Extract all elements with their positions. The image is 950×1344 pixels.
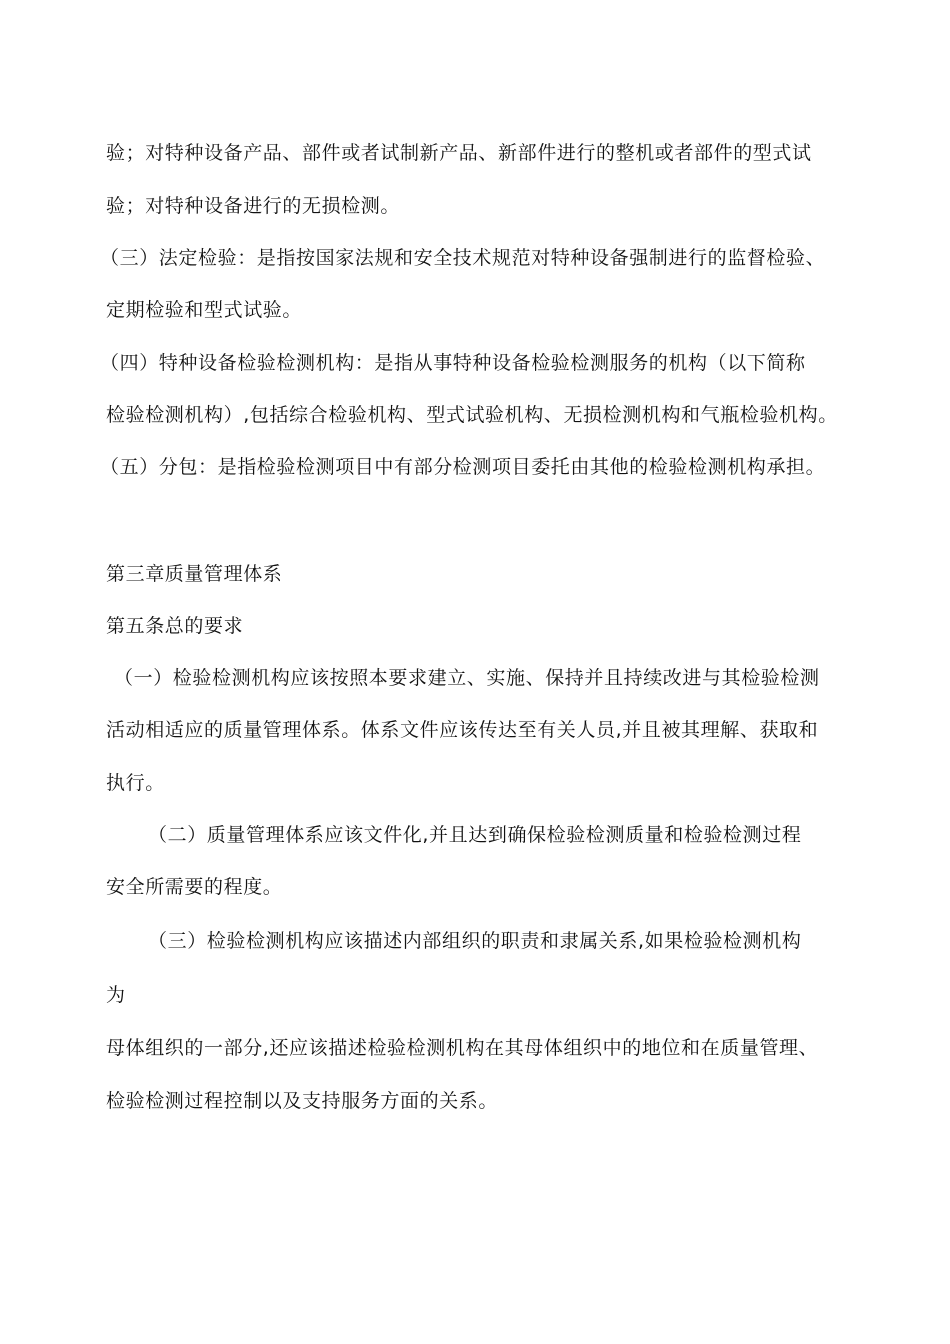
text-line: （五）分包：是指检验检测项目中有部分检测项目委托由其他的检验检测机构承担。: [100, 456, 826, 478]
text-line: （二）质量管理体系应该文件化,并且达到确保检验检测质量和检验检测过程: [148, 824, 802, 846]
article-heading: 第五条总的要求: [106, 615, 244, 637]
text-line: 母体组织的一部分,还应该描述检验检测机构在其母体组织中的地位和在质量管理、: [106, 1037, 819, 1059]
text-line: （三）法定检验：是指按国家法规和安全技术规范对特种设备强制进行的监督检验、: [100, 247, 826, 269]
text-line: （三）检验检测机构应该描述内部组织的职责和隶属关系,如果检验检测机构: [148, 930, 802, 952]
text-line: 验；对特种设备产品、部件或者试制新产品、新部件进行的整机或者部件的型式试: [106, 142, 812, 164]
text-line: 执行。: [106, 772, 165, 794]
text-line: （四）特种设备检验检测机构：是指从事特种设备检验检测服务的机构（以下简称: [100, 352, 806, 374]
text-line: 定期检验和型式试验。: [106, 299, 303, 321]
text-line: 检验检测机构）,包括综合检验机构、型式试验机构、无损检测机构和气瓶检验机构。: [106, 404, 838, 426]
text-line: 安全所需要的程度。: [106, 876, 283, 898]
text-line: 检验检测过程控制以及支持服务方面的关系。: [106, 1090, 499, 1112]
chapter-heading: 第三章质量管理体系: [106, 563, 283, 585]
text-line: 活动相适应的质量管理体系。体系文件应该传达至有关人员,并且被其理解、获取和: [106, 719, 819, 741]
text-line: （一）检验检测机构应该按照本要求建立、实施、保持并且持续改进与其检验检测: [114, 667, 820, 689]
text-line: 为: [106, 984, 126, 1006]
text-line: 验；对特种设备进行的无损检测。: [106, 195, 401, 217]
